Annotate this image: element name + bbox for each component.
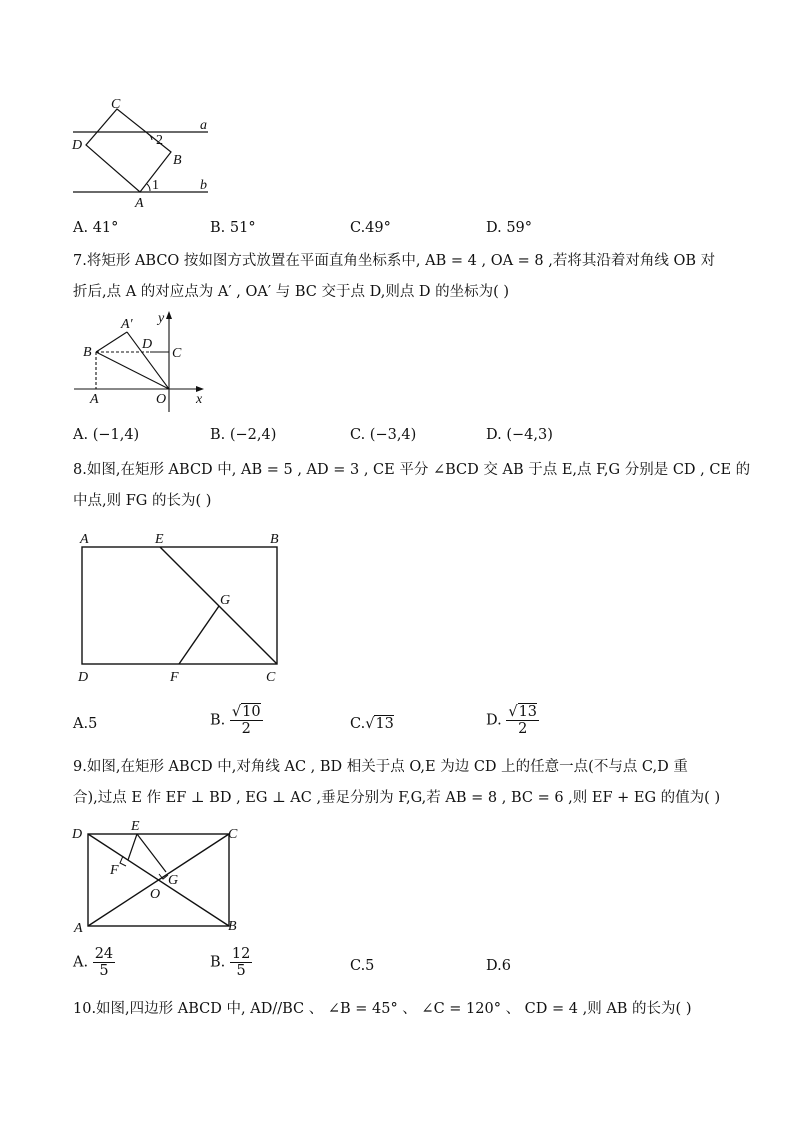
q7-stem-line1: 7.将矩形 ABCO 按如图方式放置在平面直角坐标系中, AB = 4 , OA = 8 ,若将其沿着对角线 OB 对 <box>73 253 716 269</box>
q7-label-A: A <box>90 392 99 407</box>
q7-figure <box>70 308 210 413</box>
q7-segment-BO <box>96 352 169 389</box>
q9-stem-line2: 合),过点 E 作 EF ⊥ BD , EG ⊥ AC ,垂足分别为 F,G,若 AB = 8 , BC = 6 ,则 EF + EG 的值为( ) <box>73 790 721 806</box>
q6-label-C: C <box>111 97 121 112</box>
q6-label-a: a <box>200 118 207 133</box>
q6-label-A: A <box>135 196 144 210</box>
q7-option-a[interactable]: A. (−1,4) <box>73 427 140 443</box>
q8-label-D: D <box>78 670 89 685</box>
q9-label-F: F <box>110 863 119 878</box>
q9-option-a-prefix: A. <box>73 954 89 971</box>
q8-option-b-fraction: $\frac{√10}{2}$ <box>231 704 261 737</box>
q10-stem-line1: 10.如图,四边形 ABCD 中, AD//BC 、 ∠B = 45° 、 ∠C = 120° 、 CD = 4 ,则 AB 的长为( ) <box>73 1001 692 1017</box>
q8-option-d-fraction: $\frac{√13}{2}$ <box>508 704 538 737</box>
q9-label-O: O <box>150 887 161 902</box>
q7-label-C: C <box>172 346 182 361</box>
q6-label-D: D <box>72 138 83 153</box>
q9-label-E: E <box>131 819 140 834</box>
q9-segment-EG <box>137 834 166 872</box>
q7-label-B: B <box>83 345 92 360</box>
q9-option-b-prefix: B. <box>210 954 226 971</box>
q9-segment-EF <box>128 834 137 860</box>
q6-label-B: B <box>173 153 182 168</box>
q8-option-c-prefix: C. <box>350 716 366 732</box>
q6-option-b[interactable]: B. 51° <box>210 220 256 236</box>
q8-option-d[interactable] <box>486 704 539 737</box>
q6-option-c[interactable]: C.49° <box>350 220 391 236</box>
q8-label-B: B <box>270 532 279 547</box>
q7-option-b[interactable]: B. (−2,4) <box>210 427 277 443</box>
q9-label-B: B <box>228 919 237 934</box>
q9-label-G: G <box>168 873 179 888</box>
q9-option-b-fraction <box>230 946 252 979</box>
q6-angle-1-arc <box>147 184 150 191</box>
q7-label-D: D <box>142 337 153 352</box>
q9-label-C: C <box>228 827 238 842</box>
q9-option-a-denominator: 5 <box>99 963 109 979</box>
q6-label-b: b <box>200 178 207 193</box>
q7-segment-BAp <box>96 332 127 352</box>
q6-option-d[interactable]: D. 59° <box>486 220 533 236</box>
q8-label-A: A <box>80 532 89 547</box>
q8-option-b-prefix: B. <box>210 712 226 729</box>
q9-stem-line1: 9.如图,在矩形 ABCD 中,对角线 AC , BD 相关于点 O,E 为边 CD 上的任意一点(不与点 C,D 重 <box>73 759 688 775</box>
q7-label-O: O <box>156 392 167 407</box>
q8-option-a[interactable]: A.5 <box>73 716 98 732</box>
q8-option-c-radicand: 13 <box>375 716 394 732</box>
q6-option-a[interactable]: A. 41° <box>73 220 119 236</box>
q8-option-d-denominator: 2 <box>518 721 528 737</box>
q8-option-d-prefix: D. <box>486 712 502 729</box>
q8-option-b[interactable] <box>210 704 263 737</box>
q8-segment-FG <box>179 606 219 664</box>
q7-option-c[interactable]: C. (−3,4) <box>350 427 417 443</box>
q8-label-C: C <box>266 670 276 685</box>
q9-option-d[interactable]: D.6 <box>486 958 511 974</box>
q6-angle-2-arc <box>148 134 152 140</box>
q8-label-G: G <box>220 593 231 608</box>
q8-option-b-denominator: 2 <box>241 721 251 737</box>
q9-option-b-numerator: 12 <box>231 946 251 962</box>
q9-option-b-denominator: 5 <box>236 963 246 979</box>
q7-stem-line2: 折后,点 A 的对应点为 A′ , OA′ 与 BC 交于点 D,则点 D 的坐标为( ) <box>73 284 510 300</box>
q8-label-F: F <box>170 670 179 685</box>
q9-option-a-fraction <box>93 946 115 979</box>
q8-figure <box>74 525 294 690</box>
q7-option-d[interactable]: D. (−4,3) <box>486 427 553 443</box>
q9-figure <box>70 818 250 938</box>
q8-option-b-radicand: 10 <box>242 704 261 720</box>
q6-label-2: 2 <box>156 133 163 148</box>
q7-y-arrow <box>166 311 172 319</box>
q9-option-a-numerator: 24 <box>94 946 114 962</box>
q7-label-x: x <box>196 392 203 407</box>
q8-rectangle <box>82 547 277 664</box>
q9-option-c[interactable]: C.5 <box>350 958 375 974</box>
q9-label-D: D <box>72 827 83 842</box>
q8-option-c[interactable]: C.√13 <box>350 716 394 732</box>
q8-segment-EC <box>160 547 277 664</box>
q9-option-a[interactable] <box>73 946 115 979</box>
q8-stem-line2: 中点,则 FG 的长为( ) <box>73 493 212 509</box>
q9-option-b[interactable] <box>210 946 252 979</box>
q8-stem-line1: 8.如图,在矩形 ABCD 中, AB = 5 , AD = 3 , CE 平分 ∠BCD 交 AB 于点 E,点 F,G 分别是 CD , CE 的 <box>73 462 751 478</box>
q7-label-y: y <box>158 311 165 326</box>
q8-label-E: E <box>155 532 164 547</box>
q7-label-Ap: A′ <box>121 317 133 332</box>
q6-label-1: 1 <box>152 178 159 193</box>
q9-label-A: A <box>74 921 83 936</box>
q6-figure <box>70 92 220 210</box>
q8-option-d-radicand: 13 <box>518 704 538 720</box>
